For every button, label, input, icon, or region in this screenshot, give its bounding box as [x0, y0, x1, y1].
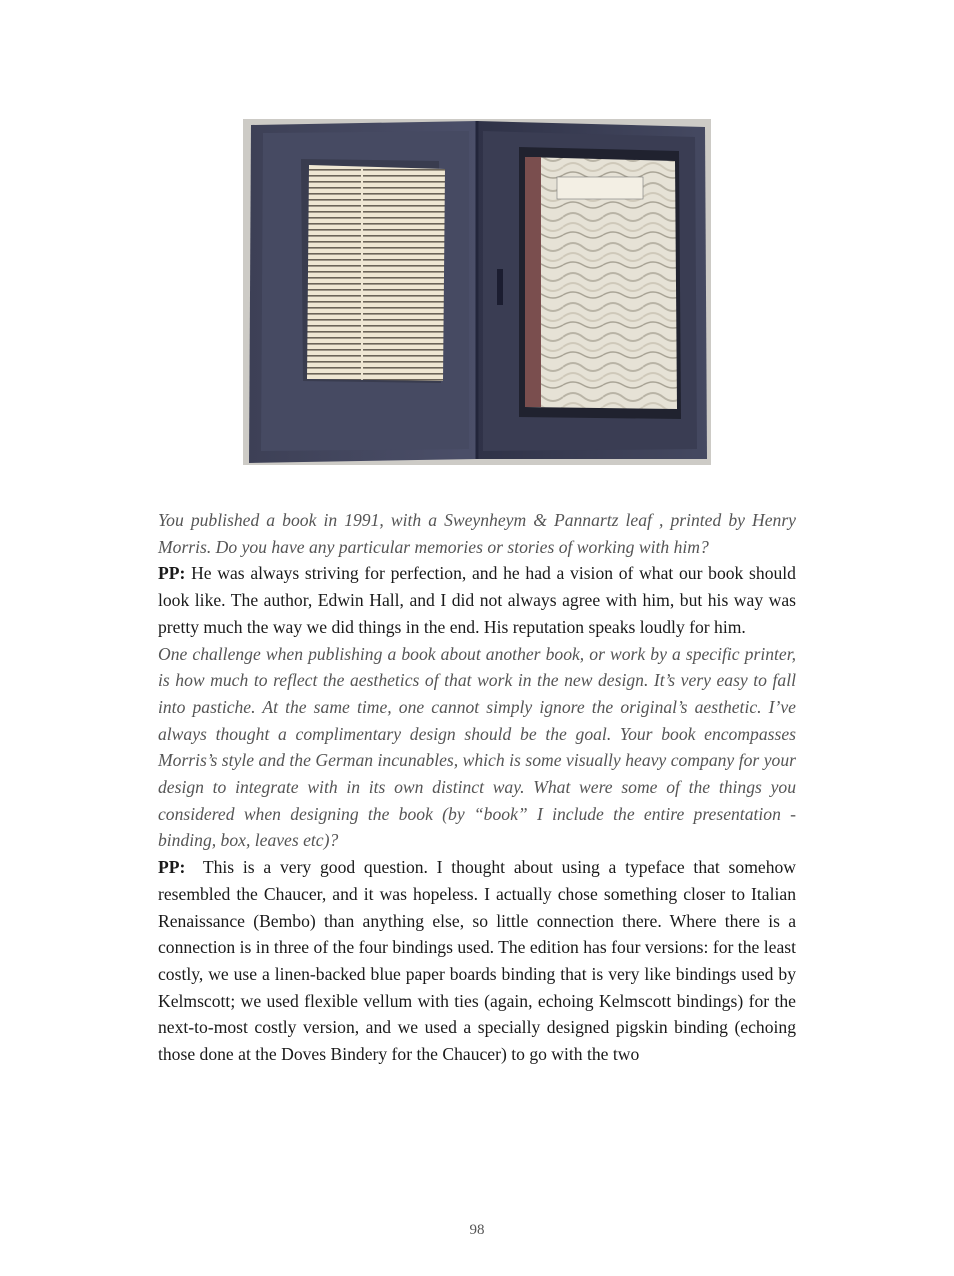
answer-paragraph — [158, 854, 796, 1068]
paragraph-text: This is a very good question. I thought about using a typeface that somehow resembled the Chaucer, and it was hopeless. I actually chose something closer to Italian Renaissance (Bembo) than anything else, so little connection there. Where there is a connection is in three of the four bindings used. The edition has four versions: for the least costly, we use a linen-backed blue paper boards binding that is very like bindings used by Kelmscott; we used flexible vellum with ties (again, echoing Kelmscott bindings) for the next-to-most costly version, and we used a specially designed pigskin binding (echoing those done at the Doves Bindery for the Chaucer) to go with the two — [158, 857, 796, 1065]
paragraph-text: You published a book in 1991, with a Sweynheym & Pannartz leaf , printed by Henry Morris. Do you have any particular memories or stories of working with him? — [158, 510, 796, 557]
interview-text — [158, 507, 796, 1068]
paragraph-text: One challenge when publishing a book about another book, or work by a specific printer, is how much to reflect the aesthetics of that work in the new design. It’s very easy to fall into pastiche. At the same time, one cannot simply ignore the original’s aesthetic. I’ve always thought a complimentary design should be the goal. Your book encompasses Morris’s style and the German incunables, which is some visually heavy company for your design to integrate with in its own distinct way. What were some of the things you considered when designing the book (by “book” I include the entire presentation - binding, box, leaves etc)? — [158, 643, 796, 851]
question-paragraph — [158, 507, 796, 560]
speaker-label: PP: — [158, 563, 186, 584]
paragraph-text: He was always striving for perfection, and he had a vision of what our book should look like. The author, Edwin Hall, and I did not always agree with him, but his way was pretty much the way we did things in the end. His reputation speaks loudly for him. — [158, 563, 796, 637]
page-number: 98 — [469, 1222, 485, 1238]
speaker-label: PP: — [158, 857, 186, 878]
book-in-clamshell-box-photo — [243, 119, 711, 465]
answer-paragraph — [158, 560, 796, 640]
question-paragraph — [158, 641, 796, 855]
